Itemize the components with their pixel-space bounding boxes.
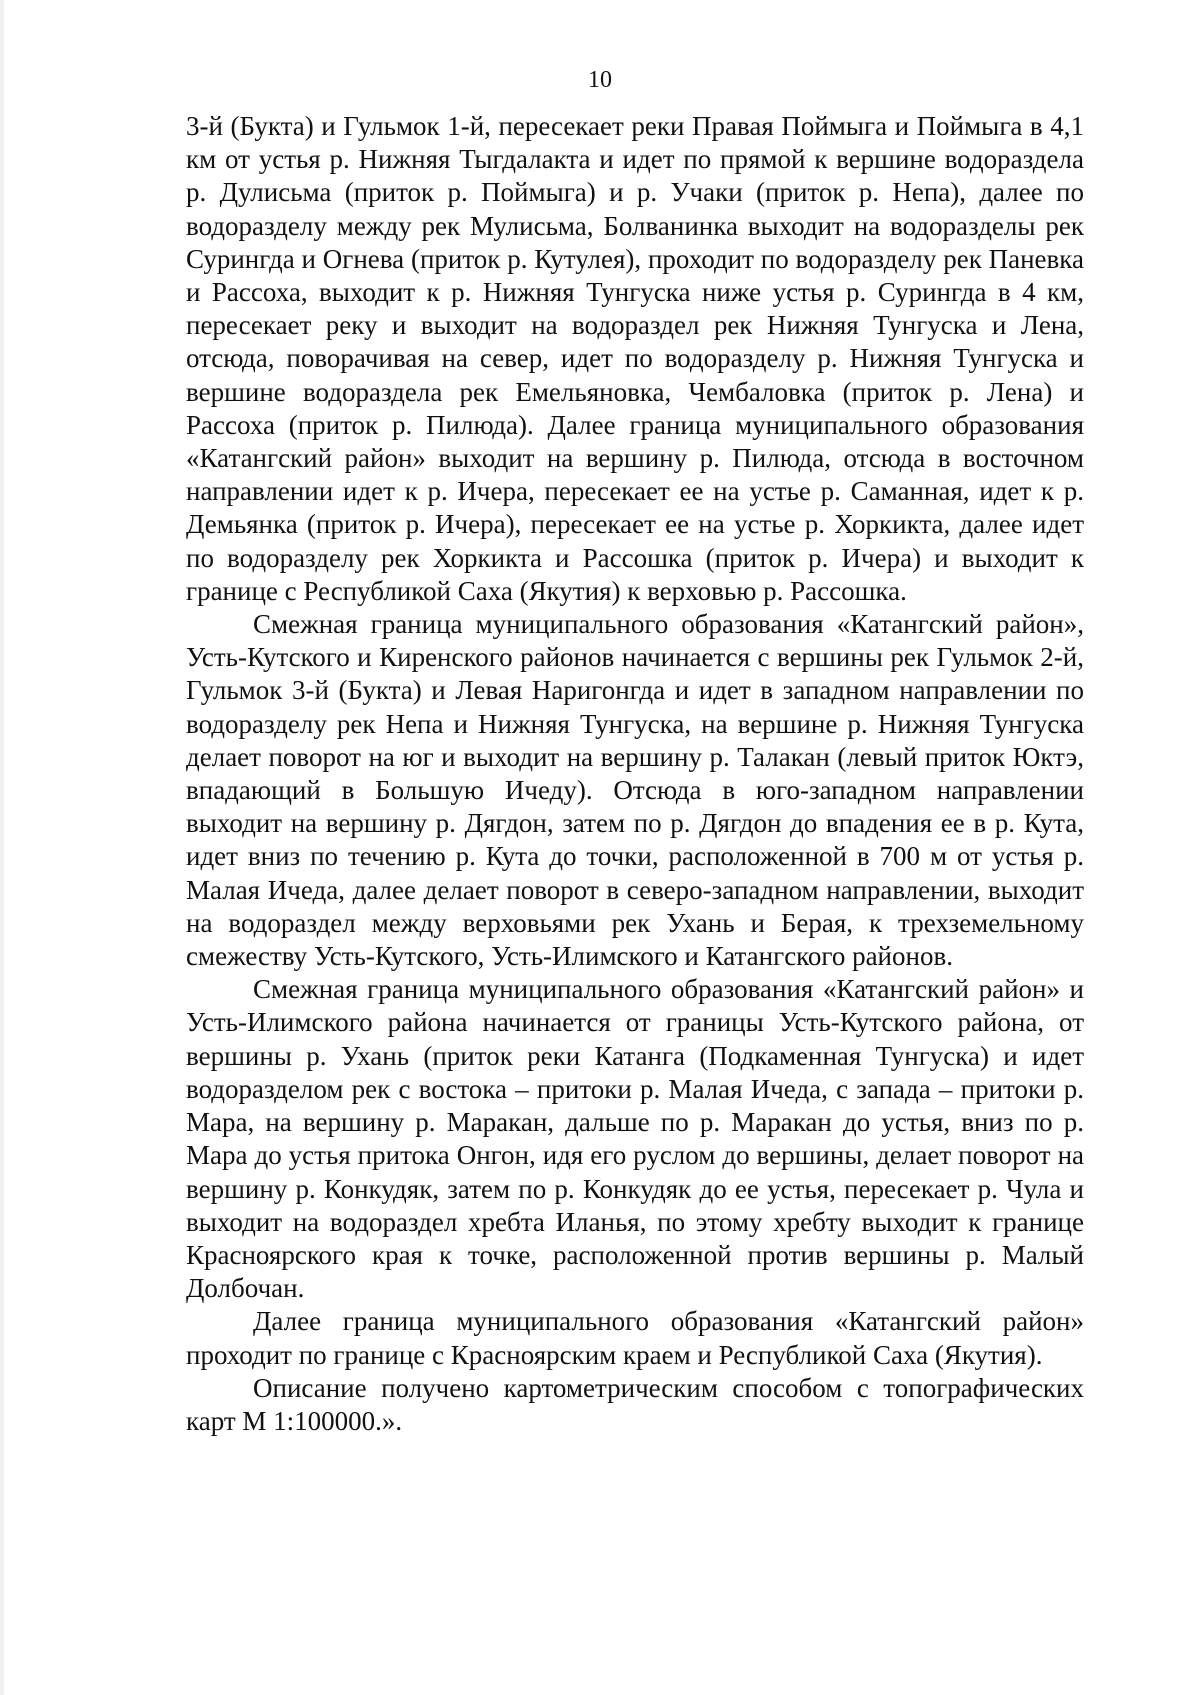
paragraph-ust-ilimsk-boundary: Смежная граница муниципального образования «Катангский район» и Усть-Илимского района начинается от границы Усть-Кутского района, от вершины р. Ухань (приток реки Катанга (Подкаменная Тунгуска) и идет водоразделом рек с востока – притоки р. Малая Ичеда, с запада – притоки р. Мара, на вершину р. Маракан, дальше по р. Маракан до устья, вниз по р. Мара до устья притока Онгон, идя его руслом до вершины, делает поворот на вершину р. Конкудяк, затем по р. Конкудяк до ее устья, пересекает р. Чула и выходит на водораздел хребта Иланья, по этому хребту выходит к границе Красноярского края к точке, расположенной против вершины р. Малый Долбочан.: [186, 974, 1084, 1304]
paragraph-ust-kut-kirensk-boundary: Смежная граница муниципального образования «Катангский район», Усть-Кутского и Киренского районов начинается с вершины рек Гульмок 2-й, Гульмок 3-й (Букта) и Левая Наригонгда и идет в западном направлении по водоразделу рек Непа и Нижняя Тунгуска, на вершине р. Нижняя Тунгуска делает поворот на юг и выходит на вершину р. Талакан (левый приток Юктэ, впадающий в Большую Ичеду). Отсюда в юго-западном направлении выходит на вершину р. Дягдон, затем по р. Дягдон до впадения ее в р. Кута, идет вниз по течению р. Кута до точки, расположенной в 700 м от устья р. Малая Ичеда, далее делает поворот в северо-западном направлении, выходит на водораздел между верховьями рек Ухань и Берая, к трехземельному смежеству Усть-Кутского, Усть-Илимского и Катангского районов.: [186, 609, 1084, 972]
paragraph-krasnoyarsk-sakha-boundary: Далее граница муниципального образования «Катангский район» проходит по границе с Красноярским краем и Республикой Саха (Якутия).: [186, 1306, 1084, 1370]
page-number: 10: [588, 67, 612, 93]
document-body: [186, 110, 1084, 1438]
paragraph-continuation: 3-й (Букта) и Гульмок 1-й, пересекает реки Правая Поймыга и Поймыга в 4,1 км от устья р. Нижняя Тыгдалакта и идет по прямой к вершине водораздела р. Дулисьма (приток р. Поймыга) и р. Учаки (приток р. Непа), далее по водоразделу между рек Мулисьма, Болванинка выходит на водоразделы рек Сурингда и Огнева (приток р. Кутулея), проходит по водоразделу рек Паневка и Рассоха, выходит к р. Нижняя Тунгуска ниже устья р. Сурингда в 4 км, пересекает реку и выходит на водораздел рек Нижняя Тунгуска и Лена, отсюда, поворачивая на север, идет по водоразделу р. Нижняя Тунгуска и вершине водораздела рек Емельяновка, Чембаловка (приток р. Лена) и Рассоха (приток р. Пилюда). Далее граница муниципального образования «Катангский район» выходит на вершину р. Пилюда, отсюда в восточном направлении идет к р. Ичера, пересекает ее на устье р. Саманная, идет к р. Демьянка (приток р. Ичера), пересекает ее на устье р. Хоркикта, далее идет по водоразделу рек Хоркикта и Рассошка (приток р. Ичера) и выходит к границе с Республикой Саха (Якутия) к верховью р. Рассошка.: [186, 111, 1084, 606]
scan-edge: [0, 0, 4, 1695]
paragraph-description-source: Описание получено картометрическим способом с топографических карт М 1:100000.».: [186, 1372, 1084, 1436]
